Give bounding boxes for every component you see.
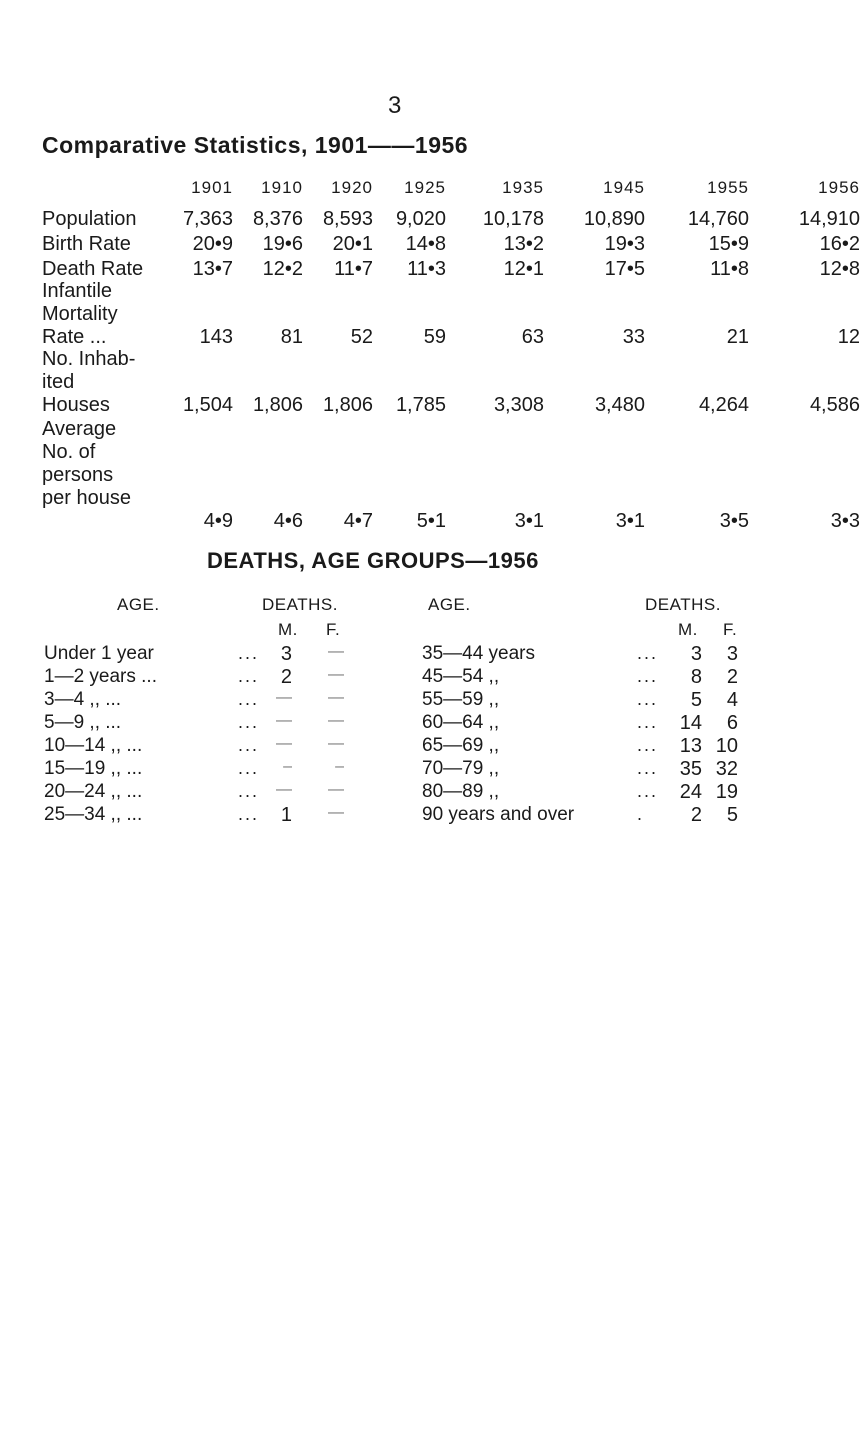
year-header: 1910 — [261, 178, 303, 197]
table-cell: 21 — [726, 326, 749, 348]
male-deaths: 2 — [690, 804, 702, 826]
table-cell: 8,593 — [322, 208, 373, 230]
row-label: Average No. of persons per house — [42, 418, 131, 509]
comparative-title: Comparative Statistics, 1901——1956 — [42, 132, 469, 158]
age-group-label: 55—59 ,, — [422, 689, 500, 710]
female-deaths: 6 — [726, 712, 738, 734]
male-deaths: 14 — [679, 712, 702, 734]
leader-dots: ... — [238, 804, 260, 824]
male-deaths: — — [276, 781, 292, 798]
leader-dots: ... — [637, 643, 659, 663]
leader-dots: ... — [238, 689, 260, 709]
table-cell: 81 — [280, 326, 303, 348]
table-cell: 20•1 — [332, 233, 373, 255]
female-deaths: 19 — [715, 781, 738, 803]
male-deaths: 5 — [690, 689, 702, 711]
female-deaths: 3 — [726, 643, 738, 665]
table-cell: 1,806 — [252, 394, 303, 416]
row-label: No. Inhab- ited Houses — [42, 348, 136, 416]
table-cell: 4•9 — [203, 510, 233, 532]
age-group-label: 20—24 ,, ... — [44, 781, 143, 802]
age-group-label: 1—2 years ... — [44, 666, 157, 687]
table-cell: 59 — [423, 326, 446, 348]
table-cell: 13•7 — [192, 258, 233, 280]
female-deaths: — — [328, 735, 344, 752]
table-cell: 14,910 — [798, 208, 860, 230]
male-header: M. — [678, 620, 698, 639]
female-deaths: — — [328, 712, 344, 729]
table-cell: 12 — [837, 326, 860, 348]
table-cell: 1,785 — [395, 394, 446, 416]
age-group-label: 3—4 ,, ... — [44, 689, 122, 710]
age-header: AGE. — [117, 595, 160, 614]
female-header: F. — [326, 620, 341, 639]
table-cell: 4,586 — [809, 394, 860, 416]
table-cell: 11•3 — [407, 258, 446, 280]
deaths-header: DEATHS. — [645, 595, 721, 614]
page-number: 3 — [388, 92, 402, 119]
age-group-label: 70—79 ,, — [422, 758, 500, 779]
table-cell: 4,264 — [698, 394, 749, 416]
year-header: 1920 — [331, 178, 373, 197]
table-cell: 3•5 — [719, 510, 749, 532]
year-header: 1945 — [603, 178, 645, 197]
year-header: 1935 — [502, 178, 544, 197]
female-deaths: – — [335, 758, 344, 775]
age-group-label: 25—34 ,, ... — [44, 804, 143, 825]
table-cell: 3,308 — [493, 394, 544, 416]
female-deaths: 2 — [726, 666, 738, 688]
year-header: 1925 — [404, 178, 446, 197]
table-cell: 4•6 — [273, 510, 303, 532]
age-group-label: Under 1 year — [44, 643, 154, 664]
table-cell: 3•3 — [830, 510, 860, 532]
table-cell: 15•9 — [708, 233, 749, 255]
table-cell: 52 — [350, 326, 373, 348]
table-cell: 63 — [521, 326, 544, 348]
deaths-header: DEATHS. — [262, 595, 338, 614]
deaths-title: DEATHS, AGE GROUPS—1956 — [207, 548, 539, 573]
age-group-label: 45—54 ,, — [422, 666, 500, 687]
table-cell: 1,504 — [182, 394, 233, 416]
male-deaths: 8 — [690, 666, 702, 688]
male-deaths: 24 — [679, 781, 702, 803]
year-header: 1956 — [818, 178, 860, 197]
female-deaths: — — [328, 666, 344, 683]
leader-dots: ... — [637, 712, 659, 732]
female-header: F. — [723, 620, 738, 639]
table-cell: 4•7 — [343, 510, 373, 532]
table-cell: 12•8 — [819, 258, 860, 280]
table-cell: 3•1 — [615, 510, 645, 532]
male-deaths: – — [283, 758, 292, 775]
table-cell: 3,480 — [594, 394, 645, 416]
table-cell: 19•3 — [604, 233, 645, 255]
table-cell: 12•2 — [262, 258, 303, 280]
table-cell: 14•8 — [405, 233, 446, 255]
leader-dots: ... — [637, 666, 659, 686]
male-deaths: 35 — [679, 758, 702, 780]
age-group-label: 80—89 ,, — [422, 781, 500, 802]
male-deaths: 3 — [280, 643, 292, 665]
year-header: 1955 — [707, 178, 749, 197]
male-deaths: 2 — [280, 666, 292, 688]
table-cell: 16•2 — [819, 233, 860, 255]
leader-dots: ... — [238, 712, 260, 732]
table-cell: 11•7 — [334, 258, 373, 280]
table-cell: 10,890 — [583, 208, 645, 230]
female-deaths: — — [328, 689, 344, 706]
table-cell: 3•1 — [514, 510, 544, 532]
leader-dots: ... — [238, 643, 260, 663]
leader-dots: ... — [637, 689, 659, 709]
female-deaths: — — [328, 643, 344, 660]
table-cell: 9,020 — [395, 208, 446, 230]
leader-dots: ... — [637, 781, 659, 801]
row-label: Infantile Mortality Rate ... — [42, 280, 118, 348]
leader-dots: ... — [238, 758, 260, 778]
leader-dots: . — [637, 804, 645, 824]
female-deaths: 5 — [726, 804, 738, 826]
age-group-label: 35—44 years — [422, 643, 536, 664]
row-label: Birth Rate — [42, 233, 131, 255]
row-label: Death Rate — [42, 258, 144, 280]
table-cell: 11•8 — [710, 258, 749, 280]
leader-dots: ... — [238, 735, 260, 755]
table-cell: 1,806 — [322, 394, 373, 416]
table-cell: 12•1 — [503, 258, 544, 280]
table-cell: 7,363 — [182, 208, 233, 230]
male-deaths: — — [276, 689, 292, 706]
table-cell: 10,178 — [482, 208, 544, 230]
age-group-label: 15—19 ,, ... — [44, 758, 143, 779]
table-cell: 20•9 — [192, 233, 233, 255]
female-deaths: — — [328, 804, 344, 821]
female-deaths: — — [328, 781, 344, 798]
male-deaths: 13 — [679, 735, 702, 757]
age-group-label: 90 years and over — [422, 804, 575, 825]
table-cell: 14,760 — [687, 208, 749, 230]
table-cell: 143 — [199, 326, 233, 348]
leader-dots: ... — [238, 781, 260, 801]
table-cell: 19•6 — [262, 233, 303, 255]
male-deaths: 3 — [690, 643, 702, 665]
female-deaths: 4 — [726, 689, 738, 711]
male-header: M. — [278, 620, 298, 639]
leader-dots: ... — [238, 666, 260, 686]
table-cell: 8,376 — [252, 208, 303, 230]
table-cell: 5•1 — [416, 510, 446, 532]
age-group-label: 10—14 ,, ... — [44, 735, 143, 756]
age-group-label: 60—64 ,, — [422, 712, 500, 733]
age-header: AGE. — [428, 595, 471, 614]
row-label: Population — [42, 208, 137, 230]
female-deaths: 10 — [715, 735, 738, 757]
female-deaths: 32 — [715, 758, 738, 780]
age-group-label: 65—69 ,, — [422, 735, 500, 756]
leader-dots: ... — [637, 735, 659, 755]
table-cell: 33 — [622, 326, 645, 348]
table-cell: 17•5 — [604, 258, 645, 280]
age-group-label: 5—9 ,, ... — [44, 712, 122, 733]
male-deaths: 1 — [280, 804, 292, 826]
year-header: 1901 — [191, 178, 233, 197]
male-deaths: — — [276, 712, 292, 729]
table-cell: 13•2 — [503, 233, 544, 255]
male-deaths: — — [276, 735, 292, 752]
leader-dots: ... — [637, 758, 659, 778]
